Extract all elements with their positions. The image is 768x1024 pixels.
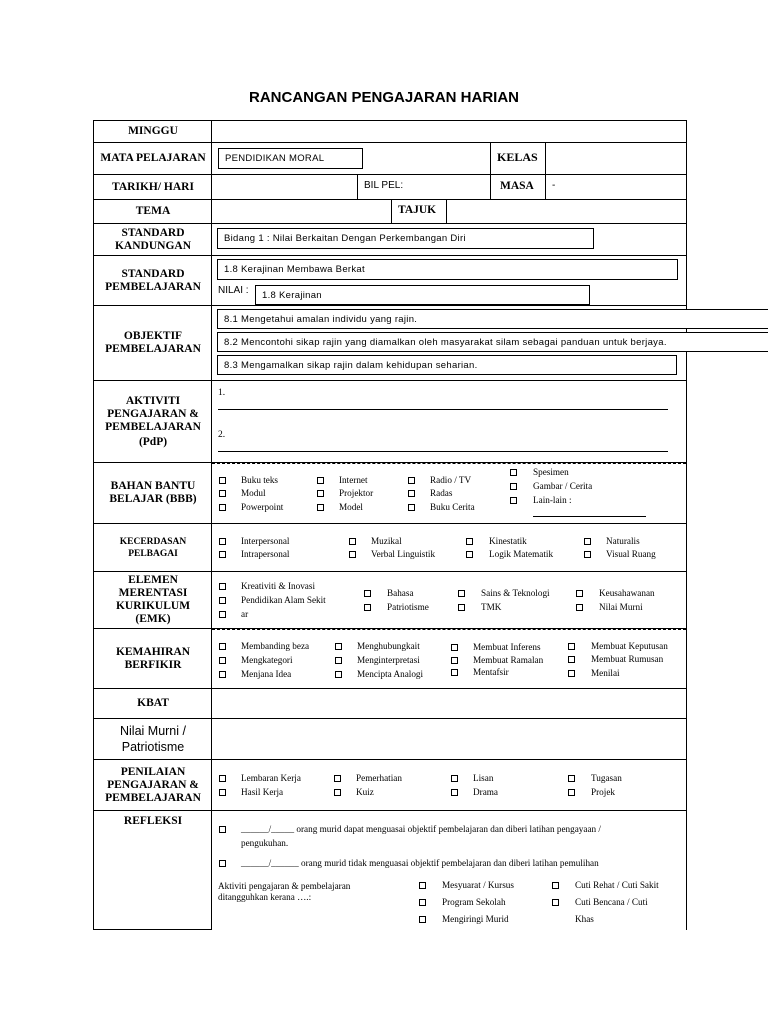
option-label: Cuti Rehat / Cuti Sakit bbox=[575, 880, 659, 890]
option-label: Lembaran Kerja bbox=[241, 773, 301, 783]
option-label: Interpersonal bbox=[241, 536, 290, 546]
option-label: Muzikal bbox=[371, 536, 402, 546]
checkbox[interactable] bbox=[419, 916, 426, 923]
label-bbb: BAHAN BANTU BELAJAR (BBB) bbox=[109, 480, 197, 505]
checkbox[interactable] bbox=[584, 551, 591, 558]
label-refleksi: REFLEKSI bbox=[123, 814, 183, 827]
option-label: Mentafsir bbox=[473, 667, 509, 677]
option-label: Mengkategori bbox=[241, 655, 293, 665]
checkbox[interactable] bbox=[219, 789, 226, 796]
checkbox[interactable] bbox=[568, 789, 575, 796]
option-label: Patriotisme bbox=[387, 602, 429, 612]
label-tema: TEMA bbox=[135, 205, 171, 217]
checkbox[interactable] bbox=[568, 670, 575, 677]
label-emk-line: (EMK) bbox=[135, 613, 171, 625]
checkbox[interactable] bbox=[219, 826, 226, 833]
option-label: TMK bbox=[481, 602, 502, 612]
option-label: Menilai bbox=[591, 668, 620, 678]
checkbox[interactable] bbox=[219, 611, 226, 618]
lain-lain-line[interactable] bbox=[533, 516, 646, 517]
option-label: Menjana Idea bbox=[241, 669, 292, 679]
option-label: Mesyuarat / Kursus bbox=[442, 880, 514, 890]
option-label: Spesimen bbox=[533, 467, 569, 477]
option-label: Visual Ruang bbox=[606, 549, 656, 559]
checkbox[interactable] bbox=[552, 899, 559, 906]
aktiviti-number: 1. bbox=[218, 388, 226, 398]
aktiviti-line[interactable] bbox=[218, 409, 668, 410]
label-aktiviti-line: PEMBELAJARAN bbox=[105, 420, 201, 433]
checkbox[interactable] bbox=[317, 504, 324, 511]
option-label: Membuat Keputusan bbox=[591, 641, 668, 651]
option-label: Gambar / Cerita bbox=[533, 481, 593, 491]
checkbox[interactable] bbox=[408, 504, 415, 511]
refleksi-line: pengukuhan. bbox=[241, 838, 289, 848]
option-label: Membuat Inferens bbox=[473, 642, 541, 652]
label-nilai: NILAI : bbox=[218, 285, 249, 296]
refleksi-tangguh: ditangguhkan kerana ….: bbox=[218, 892, 312, 902]
checkbox[interactable] bbox=[317, 490, 324, 497]
checkbox[interactable] bbox=[458, 604, 465, 611]
option-label: Menginterpretasi bbox=[357, 655, 420, 665]
aktiviti-number: 2. bbox=[218, 430, 226, 440]
option-label: Intrapersonal bbox=[241, 549, 290, 559]
checkbox[interactable] bbox=[317, 477, 324, 484]
label-nilai-murni bbox=[94, 719, 212, 759]
checkbox[interactable] bbox=[349, 538, 356, 545]
checkbox[interactable] bbox=[408, 490, 415, 497]
option-label: Membuat Ramalan bbox=[473, 655, 544, 665]
nilai-field[interactable]: 1.8 Kerajinan bbox=[255, 285, 590, 305]
option-label: Kinestatik bbox=[489, 536, 527, 546]
label-tarikh-hari: TARIKH/ HARI bbox=[112, 180, 194, 193]
label-aktiviti-line: PENGAJARAN & bbox=[107, 407, 199, 420]
option-label: Tugasan bbox=[591, 773, 622, 783]
option-label: Program Sekolah bbox=[442, 897, 506, 907]
refleksi-line: ______/______ orang murid tidak menguasai objektif pembelajaran dan diberi latihan pemulihan bbox=[241, 858, 599, 868]
checkbox[interactable] bbox=[219, 551, 226, 558]
option-label: Naturalis bbox=[606, 536, 640, 546]
refleksi-line: ______/_____ orang murid dapat menguasai objektif pembelajaran dan diberi latihan pengayaan / bbox=[241, 824, 601, 834]
standard-pembelajaran-field[interactable]: 1.8 Kerajinan Membawa Berkat bbox=[217, 259, 678, 280]
option-label: Buku Cerita bbox=[430, 502, 475, 512]
checkbox[interactable] bbox=[568, 775, 575, 782]
mata-pelajaran-field[interactable]: PENDIDIKAN MORAL bbox=[218, 148, 363, 169]
option-label: Kreativiti & Inovasi bbox=[241, 581, 315, 591]
option-label: Pendidikan Alam Sekit bbox=[241, 595, 326, 605]
option-label: Projektor bbox=[339, 488, 374, 498]
checkbox[interactable] bbox=[466, 538, 473, 545]
checkbox[interactable] bbox=[510, 469, 517, 476]
option-label: Model bbox=[339, 502, 363, 512]
option-label: Keusahawanan bbox=[599, 588, 655, 598]
label-bil-pel: BIL PEL: bbox=[364, 180, 404, 191]
option-label: Lisan bbox=[473, 773, 494, 783]
checkbox[interactable] bbox=[510, 497, 517, 504]
label-aktiviti-line: (PdP) bbox=[138, 435, 168, 448]
refleksi-tangguh: Aktiviti pengajaran & pembelajaran bbox=[218, 881, 351, 891]
checkbox[interactable] bbox=[419, 882, 426, 889]
option-label: Lain-lain : bbox=[533, 495, 572, 505]
page-title: RANCANGAN PENGAJARAN HARIAN bbox=[248, 89, 519, 106]
checkbox[interactable] bbox=[584, 538, 591, 545]
checkbox[interactable] bbox=[576, 590, 583, 597]
label-standard-pembelajaran: STANDARD PEMBELAJARAN bbox=[105, 267, 201, 293]
checkbox[interactable] bbox=[219, 583, 226, 590]
option-label: Modul bbox=[241, 488, 266, 498]
checkbox[interactable] bbox=[335, 657, 342, 664]
label-tajuk: TAJUK bbox=[398, 204, 437, 216]
checkbox[interactable] bbox=[219, 597, 226, 604]
checkbox[interactable] bbox=[219, 775, 226, 782]
option-label: Cuti Bencana / Cuti bbox=[575, 897, 648, 907]
option-label: Powerpoint bbox=[241, 502, 284, 512]
checkbox[interactable] bbox=[334, 775, 341, 782]
checkbox[interactable] bbox=[219, 538, 226, 545]
label-emk-line: KURIKULUM bbox=[115, 600, 191, 612]
checkbox[interactable] bbox=[568, 643, 575, 650]
checkbox[interactable] bbox=[552, 882, 559, 889]
checkbox[interactable] bbox=[334, 789, 341, 796]
option-label: Verbal Linguistik bbox=[371, 549, 436, 559]
option-label: Menghubungkait bbox=[357, 641, 420, 651]
checkbox[interactable] bbox=[219, 860, 226, 867]
option-label: Sains & Teknologi bbox=[481, 588, 550, 598]
checkbox[interactable] bbox=[219, 657, 226, 664]
label-aktiviti-line: AKTIVITI bbox=[125, 394, 181, 407]
option-label: Buku teks bbox=[241, 475, 279, 485]
option-label: Membuat Rumusan bbox=[591, 654, 664, 664]
label-nilai-murni-line: Patriotisme bbox=[121, 740, 185, 754]
option-label: Hasil Kerja bbox=[241, 787, 284, 797]
label-kecerdasan: KECERDASAN PELBAGAI bbox=[119, 536, 187, 559]
aktiviti-line[interactable] bbox=[218, 451, 668, 452]
objektif-field[interactable]: 8.1 Mengetahui amalan individu yang rajin. bbox=[217, 309, 768, 329]
checkbox[interactable] bbox=[419, 899, 426, 906]
label-masa: MASA bbox=[500, 180, 534, 192]
option-label: Bahasa bbox=[387, 588, 414, 598]
label-emk bbox=[94, 572, 212, 628]
option-label: ar bbox=[241, 609, 249, 619]
checkbox[interactable] bbox=[451, 789, 458, 796]
objektif-field[interactable]: 8.2 Mencontohi sikap rajin yang diamalkan oleh masyarakat silam sebagai panduan untuk berjaya. bbox=[217, 332, 768, 352]
checkbox[interactable] bbox=[219, 490, 226, 497]
checkbox[interactable] bbox=[451, 657, 458, 664]
option-label: Internet bbox=[339, 475, 368, 485]
checkbox[interactable] bbox=[451, 775, 458, 782]
checkbox[interactable] bbox=[451, 644, 458, 651]
option-label: Kuiz bbox=[356, 787, 374, 797]
checkbox[interactable] bbox=[335, 643, 342, 650]
checkbox[interactable] bbox=[219, 643, 226, 650]
option-label: Logik Matematik bbox=[489, 549, 554, 559]
label-emk-line: ELEMEN bbox=[128, 574, 178, 586]
label-penilaian: PENILAIAN PENGAJARAN & PEMBELAJARAN bbox=[105, 765, 201, 804]
option-label: Projek bbox=[591, 787, 615, 797]
option-label: Nilai Murni bbox=[599, 602, 643, 612]
label-aktiviti bbox=[94, 381, 212, 462]
option-label: Radio / TV bbox=[430, 475, 472, 485]
label-standard-kandungan: STANDARD KANDUNGAN bbox=[114, 226, 192, 252]
checkbox[interactable] bbox=[364, 604, 371, 611]
option-label: Khas bbox=[575, 914, 594, 924]
option-label: Mengiringi Murid bbox=[442, 914, 509, 924]
checkbox[interactable] bbox=[510, 483, 517, 490]
label-kelas: KELAS bbox=[497, 150, 538, 164]
label-kbat: KBAT bbox=[137, 697, 169, 709]
option-label: Drama bbox=[473, 787, 498, 797]
checkbox[interactable] bbox=[568, 656, 575, 663]
label-mata-pelajaran: MATA PELAJARAN bbox=[100, 152, 206, 164]
objektif-field[interactable]: 8.3 Mengamalkan sikap rajin dalam kehidupan seharian. bbox=[217, 355, 677, 375]
option-label: Radas bbox=[430, 488, 453, 498]
checkbox[interactable] bbox=[219, 504, 226, 511]
checkbox[interactable] bbox=[466, 551, 473, 558]
standard-kandungan-field[interactable]: Bidang 1 : Nilai Berkaitan Dengan Perkembangan Diri bbox=[217, 228, 594, 249]
label-emk-line: MERENTASI bbox=[118, 587, 188, 599]
label-minggu: MINGGU bbox=[128, 125, 178, 137]
checkbox[interactable] bbox=[451, 669, 458, 676]
masa-value: - bbox=[552, 180, 556, 191]
checkbox[interactable] bbox=[458, 590, 465, 597]
option-label: Pemerhatian bbox=[356, 773, 402, 783]
label-kemahiran: KEMAHIRAN BERFIKIR bbox=[115, 645, 191, 671]
option-label: Membanding beza bbox=[241, 641, 310, 651]
checkbox[interactable] bbox=[219, 477, 226, 484]
option-label: Mencipta Analogi bbox=[357, 669, 424, 679]
checkbox[interactable] bbox=[408, 477, 415, 484]
checkbox[interactable] bbox=[349, 551, 356, 558]
checkbox[interactable] bbox=[364, 590, 371, 597]
checkbox[interactable] bbox=[576, 604, 583, 611]
checkbox[interactable] bbox=[335, 671, 342, 678]
checkbox[interactable] bbox=[219, 671, 226, 678]
label-objektif: OBJEKTIF PEMBELAJARAN bbox=[105, 330, 201, 355]
label-nilai-murni-line: Nilai Murni / bbox=[120, 724, 186, 738]
